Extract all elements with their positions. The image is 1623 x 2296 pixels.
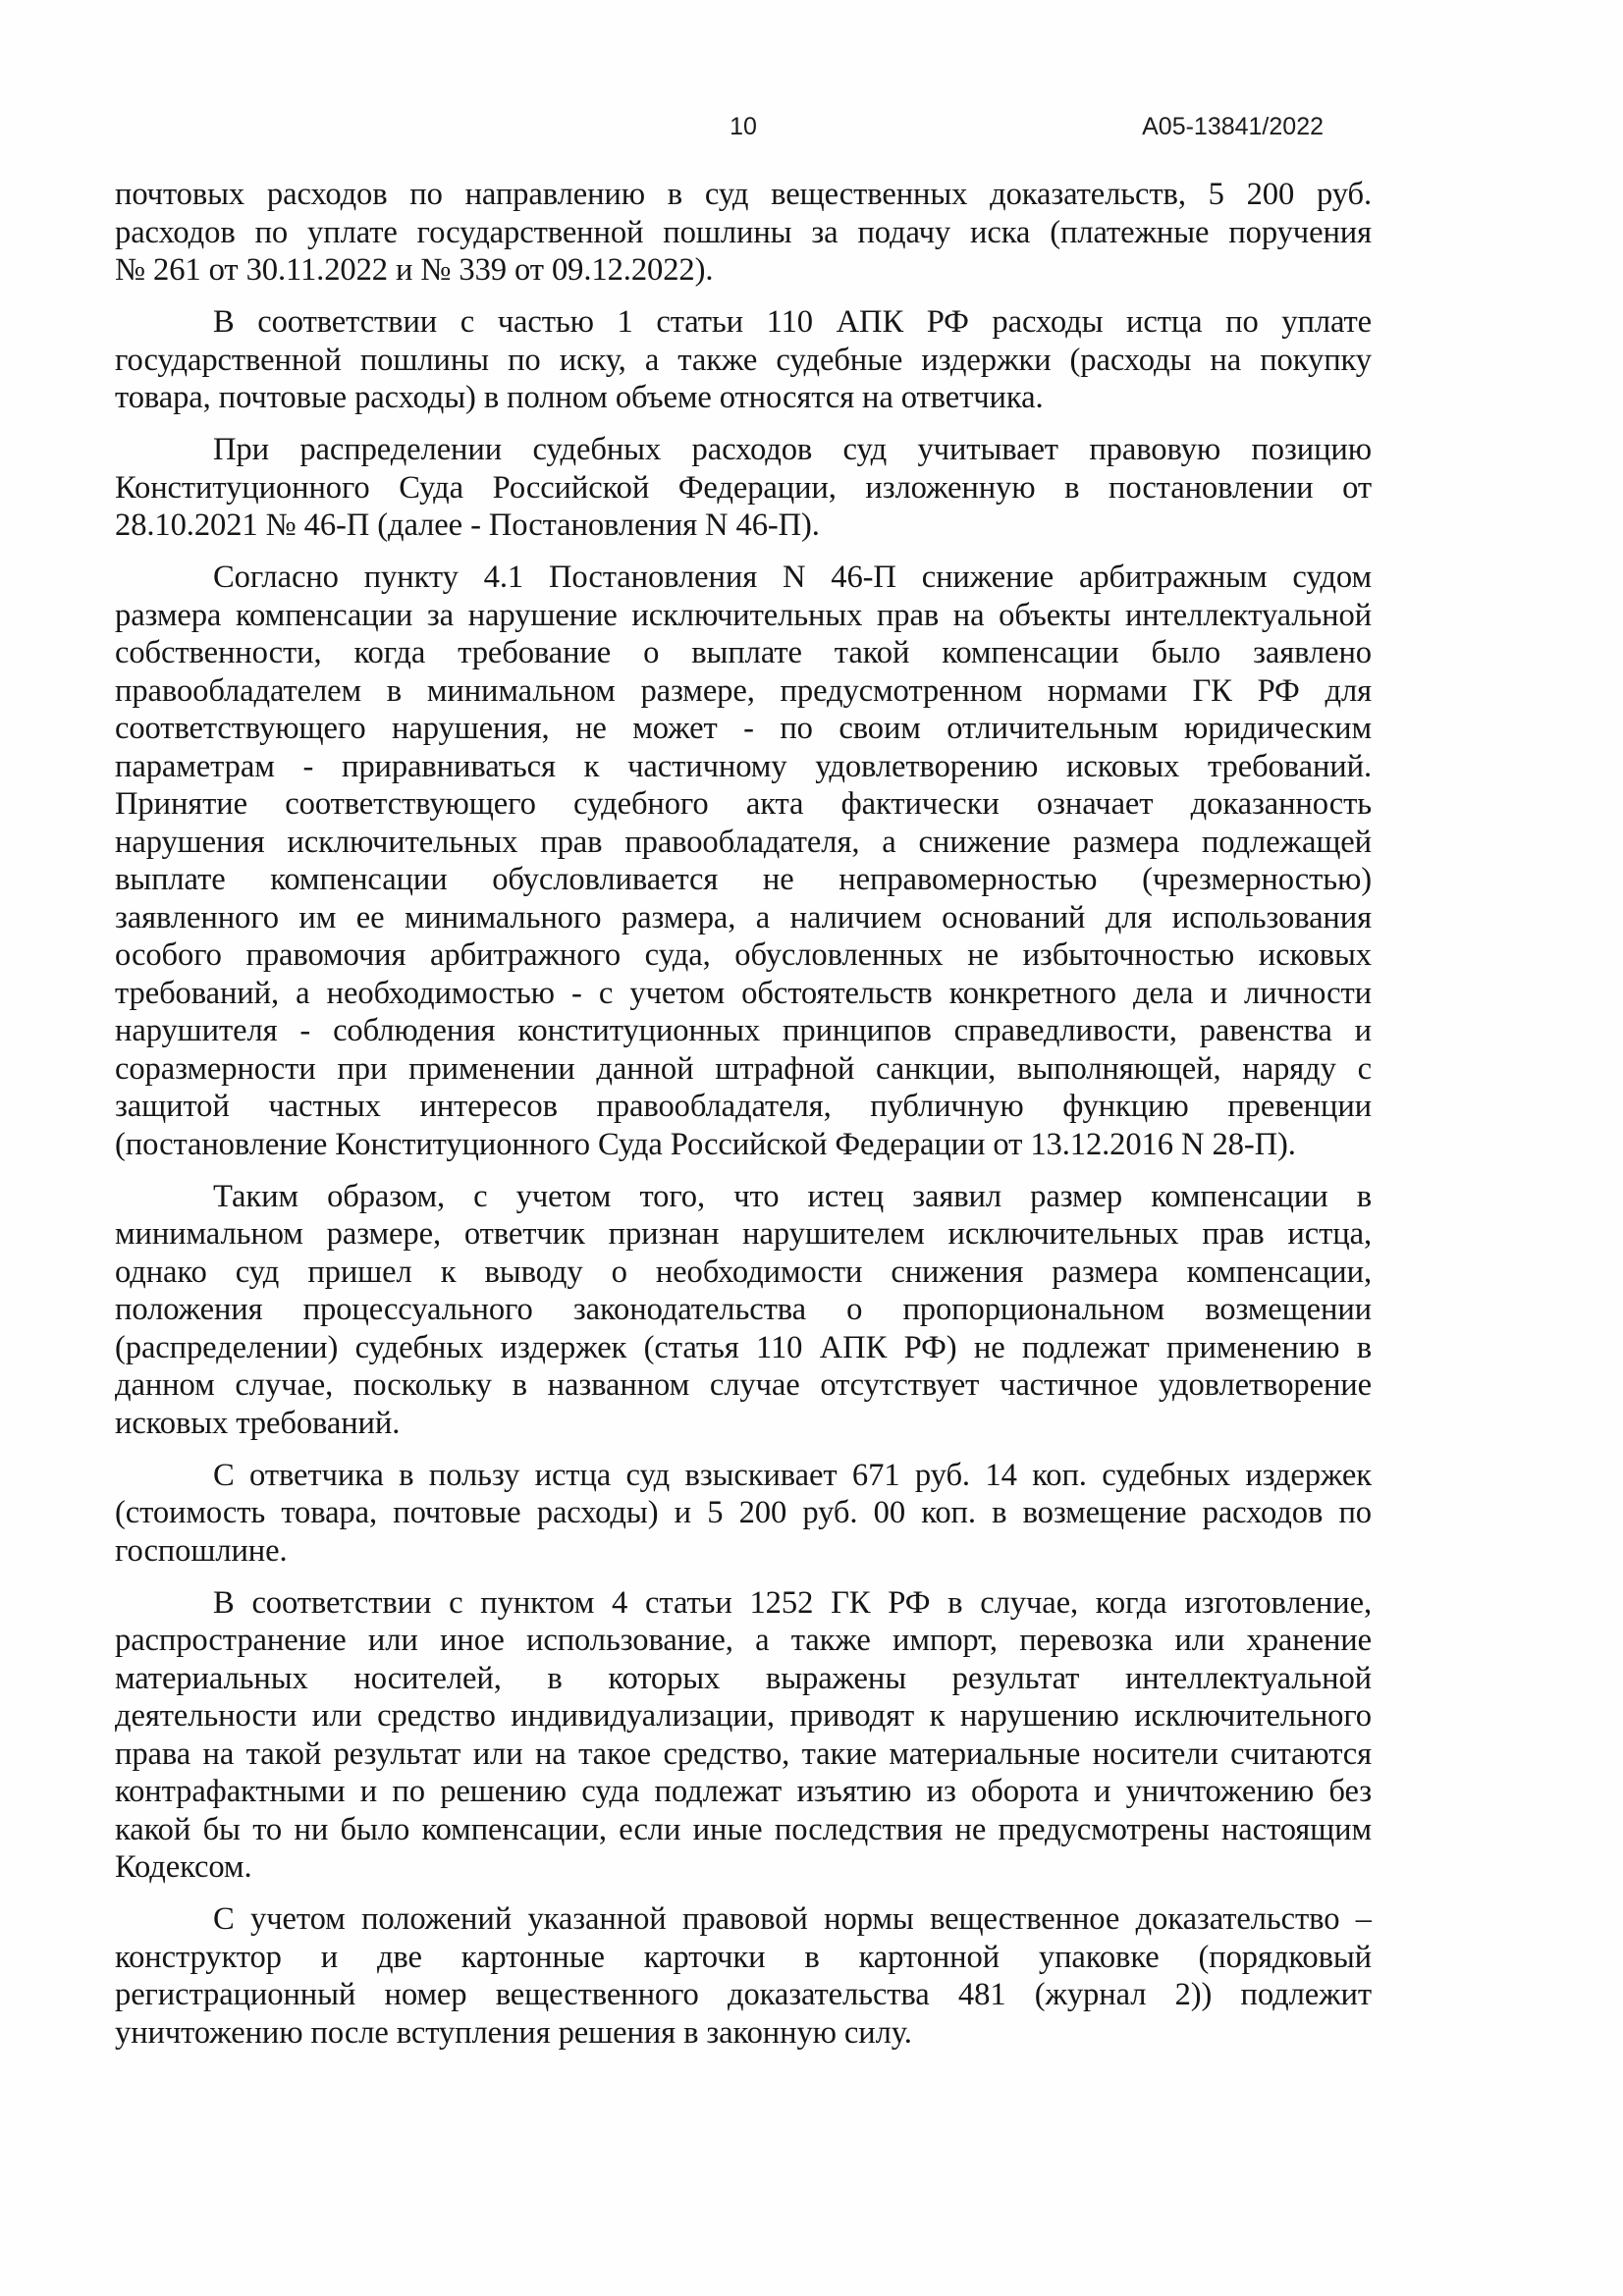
text-line: Конституционного Суда Российской Федерации, изложенную в постановлении от [115, 469, 1372, 506]
text-line: товара, почтовые расходы) в полном объеме относятся на ответчика. [115, 380, 1044, 415]
case-number: А05-13841/2022 [1142, 113, 1324, 140]
text-line: Кодексом. [115, 1849, 252, 1885]
document-body [115, 176, 1372, 2052]
paragraph [115, 1457, 1372, 1571]
text-line: соответствующего нарушения, не может - по своим отличительным юридическим [115, 711, 1372, 746]
paragraph [115, 303, 1372, 417]
text-line: (распределении) судебных издержек (статья 110 АПК РФ) не подлежат применению в [115, 1329, 1372, 1365]
text-line: государственной пошлины по иску, а также судебные издержки (расходы на покупку [115, 342, 1372, 378]
text-line: права на такой результат или на такое средство, такие материальные носители считаются [115, 1735, 1372, 1772]
text-line: требований, а необходимостью - с учетом обстоятельств конкретного дела и личности [115, 975, 1372, 1011]
text-line: расходов по уплате государственной пошлины за подачу иска (платежные поручения [115, 214, 1372, 250]
text-line: минимальном размере, ответчик признан нарушителем исключительных прав истца, [115, 1216, 1372, 1252]
paragraph [115, 431, 1372, 545]
text-line: какой бы то ни было компенсации, если иные последствия не предусмотрены настоящим [115, 1811, 1372, 1847]
text-line: регистрационный номер вещественного доказательства 481 (журнал 2)) подлежит [115, 1977, 1372, 2012]
page-number: 10 [730, 113, 757, 140]
text-line: размера компенсации за нарушение исключительных прав на объекты интеллектуальной [115, 597, 1372, 633]
text-line: (стоимость товара, почтовые расходы) и 5 200 руб. 00 коп. в возмещение расходов по [115, 1495, 1372, 1530]
text-line: В соответствии с пунктом 4 статьи 1252 ГК РФ в случае, когда изготовление, [213, 1584, 1372, 1621]
text-line: госпошлине. [115, 1532, 288, 1569]
page-header [115, 111, 1372, 142]
paragraph [115, 559, 1372, 1163]
text-line: При распределении судебных расходов суд учитывает правовую позицию [213, 432, 1372, 467]
text-line: заявленного им ее минимального размера, а наличием оснований для использования [115, 899, 1372, 935]
text-line: Таким образом, с учетом того, что истец заявил размер компенсации в [213, 1178, 1372, 1214]
text-line: параметрам - приравниваться к частичному удовлетворению исковых требований. [115, 748, 1372, 784]
text-line: защитой частных интересов правообладателя, публичную функцию превенции [115, 1089, 1372, 1124]
text-line: С учетом положений указанной правовой нормы вещественное доказательство – [213, 1901, 1372, 1937]
text-line: деятельности или средство индивидуализации, приводят к нарушению исключительного [115, 1698, 1372, 1734]
text-line: почтовых расходов по направлению в суд вещественных доказательств, 5 200 руб. [115, 177, 1372, 212]
text-line: нарушения исключительных прав правообладателя, а снижение размера подлежащей [115, 824, 1372, 860]
text-line: В соответствии с частью 1 статьи 110 АПК РФ расходы истца по уплате [213, 304, 1372, 340]
text-line: распространение или иное использование, а также импорт, перевозка или хранение [115, 1623, 1372, 1658]
paragraph [115, 176, 1372, 290]
text-line: особого правомочия арбитражного суда, обусловленных не избыточностью исковых [115, 937, 1372, 973]
text-line: положения процессуального законодательства о пропорциональном возмещении [115, 1292, 1372, 1327]
text-line: уничтожению после вступления решения в законную силу. [115, 2014, 912, 2051]
text-line: материальных носителей, в которых выражены результат интеллектуальной [115, 1660, 1372, 1696]
text-line: данном случае, поскольку в названном случае отсутствует частичное удовлетворение [115, 1367, 1372, 1403]
paragraph [115, 1584, 1372, 1887]
text-line: 28.10.2021 № 46-П (далее - Постановления N 46-П). [115, 507, 820, 543]
text-line: (постановление Конституционного Суда Российской Федерации от 13.12.2016 N 28-П). [115, 1126, 1296, 1162]
text-line: исковых требований. [115, 1405, 401, 1441]
text-line: однако суд пришел к выводу о необходимости снижения размера компенсации, [115, 1254, 1372, 1290]
text-line: выплате компенсации обусловливается не неправомерностью (чрезмерностью) [115, 862, 1372, 897]
text-line: конструктор и две картонные карточки в картонной упаковке (порядковый [115, 1939, 1372, 1975]
text-line: № 261 от 30.11.2022 и № 339 от 09.12.2022). [115, 252, 714, 288]
text-line: контрафактными и по решению суда подлежат изъятию из оборота и уничтожению без [115, 1774, 1372, 1809]
text-line: правообладателем в минимальном размере, предусмотренном нормами ГК РФ для [115, 672, 1372, 709]
text-line: соразмерности при применении данной штрафной санкции, выполняющей, наряду с [115, 1050, 1372, 1087]
text-line: Принятие соответствующего судебного акта фактически означает доказанность [115, 786, 1372, 822]
paragraph [115, 1178, 1372, 1443]
text-line: Согласно пункту 4.1 Постановления N 46-П снижение арбитражным судом [213, 560, 1372, 595]
text-line: собственности, когда требование о выплате такой компенсации было заявлено [115, 635, 1372, 670]
paragraph [115, 1900, 1372, 2052]
text-line: С ответчика в пользу истца суд взыскивает 671 руб. 14 коп. судебных издержек [213, 1457, 1372, 1493]
text-line: нарушителя - соблюдения конституционных принципов справедливости, равенства и [115, 1013, 1372, 1048]
